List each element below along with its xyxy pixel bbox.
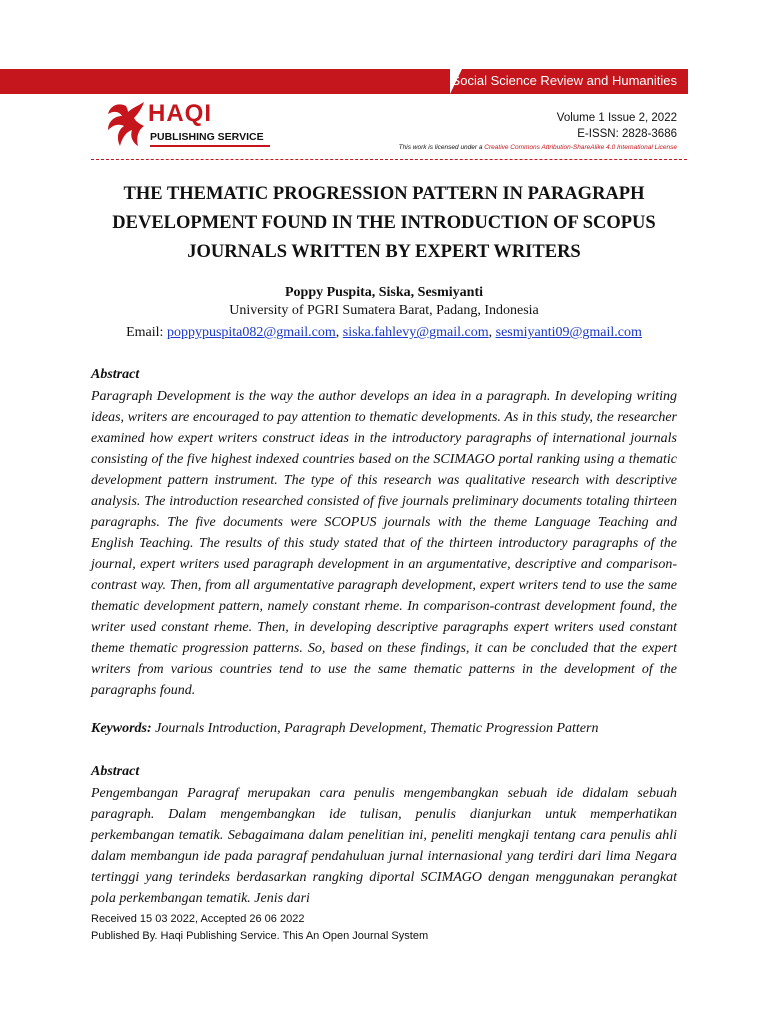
- issue-meta: [399, 110, 677, 153]
- header-divider: [91, 159, 687, 160]
- publisher-logo: [104, 98, 279, 154]
- paper-authors: Poppy Puspita, Siska, Sesmiyanti: [285, 285, 483, 300]
- keywords-text: Journals Introduction, Paragraph Development, Thematic Progression Pattern: [151, 721, 599, 736]
- received-date: Received 15 03 2022, Accepted 26 06 2022: [91, 913, 305, 925]
- email-link-3[interactable]: sesmiyanti09@gmail.com: [495, 325, 642, 340]
- author-emails: Email: poppypuspita082@gmail.com, siska.fahlevy@gmail.com, sesmiyanti09@gmail.com: [126, 325, 642, 340]
- logo-name: HAQI: [148, 100, 212, 127]
- license-link[interactable]: Creative Commons Attribution-ShareAlike 4.0 International License: [484, 144, 677, 151]
- email-label: Email:: [126, 325, 167, 340]
- abstract-heading-en: Abstract: [91, 367, 140, 382]
- keywords-line: [91, 721, 677, 737]
- license-prefix: This work is licensed under a: [398, 144, 485, 151]
- paper-title: THE THEMATIC PROGRESSION PATTERN IN PARAGRAPH DEVELOPMENT FOUND IN THE INTRODUCTION OF SCOPUS JOURNALS WRITTEN BY EXPERT WRITERS: [112, 184, 656, 262]
- journal-banner: [0, 69, 688, 94]
- phoenix-logo-icon: [104, 100, 148, 148]
- abstract-indonesian: Pengembangan Paragraf merupakan cara penulis mengembangkan sebuah ide didalam sebuah paragraph. Dalam mengembangkan ide tulisan, penulis dianjurkan untuk memperhatikan perkembangan tematik. Sebagaimana dalam penelitian ini, peneliti mengkaji tentang cara penulis ahli dalam membangun ide pada paragraf pendahuluan jurnal internasional yang terdiri dari lima Negara tertinggi yang terindeks berdasarkan rangking diportal SCIMAGO dengan menggunakan perangkat pola perkembangan tematik. Jenis dari: [91, 786, 677, 906]
- publisher-note: Published By. Haqi Publishing Service. This An Open Journal System: [91, 930, 429, 942]
- email-link-2[interactable]: siska.fahlevy@gmail.com: [342, 325, 489, 340]
- logo-underline: [150, 145, 270, 147]
- eissn-info: E-ISSN: 2828-3686: [577, 128, 677, 140]
- keywords-label: Keywords:: [91, 721, 152, 736]
- abstract-heading-id: Abstract: [91, 764, 140, 779]
- journal-name: Social Science Review and Humanities: [451, 73, 677, 88]
- abstract-english: Paragraph Development is the way the author develops an idea in a paragraph. In developing writing ideas, writers are encouraged to pay attention to thematic developments. As in this study, the researcher examined how expert writers construct ideas in the introductory paragraphs of international journals consisting of the five highest indexed countries based on the SCIMAGO portal ranking using a thematic development pattern instrument. The type of this research was qualitative research with descriptive analysis. The introduction researched consisted of five journals preliminary documents totaling thirteen paragraphs. The five documents were SCOPUS journals with the theme Language Teaching and English Teaching. The results of this study stated that of the thirteen introductory paragraphs of the journal, expert writers used paragraph development in an argumentative, descriptive and comparison-contrast way. Then, from all argumentative paragraph development, expert writers tend to use the same thematic development pattern, namely constant rheme. In comparison-contrast development found, the writer used constant rheme. Then, in developing descriptive paragraphs expert writers used constant theme thematic progression patterns. So, based on these findings, it can be concluded that the expert writers from various countries tend to use the same thematic patterns in the development of the paragraphs found.: [91, 389, 677, 698]
- paper-affiliation: University of PGRI Sumatera Barat, Padang, Indonesia: [229, 303, 539, 318]
- email-link-1[interactable]: poppypuspita082@gmail.com: [166, 325, 336, 340]
- logo-subtitle: PUBLISHING SERVICE: [150, 131, 264, 143]
- volume-info: Volume 1 Issue 2, 2022: [556, 112, 677, 124]
- license-note: [399, 143, 677, 153]
